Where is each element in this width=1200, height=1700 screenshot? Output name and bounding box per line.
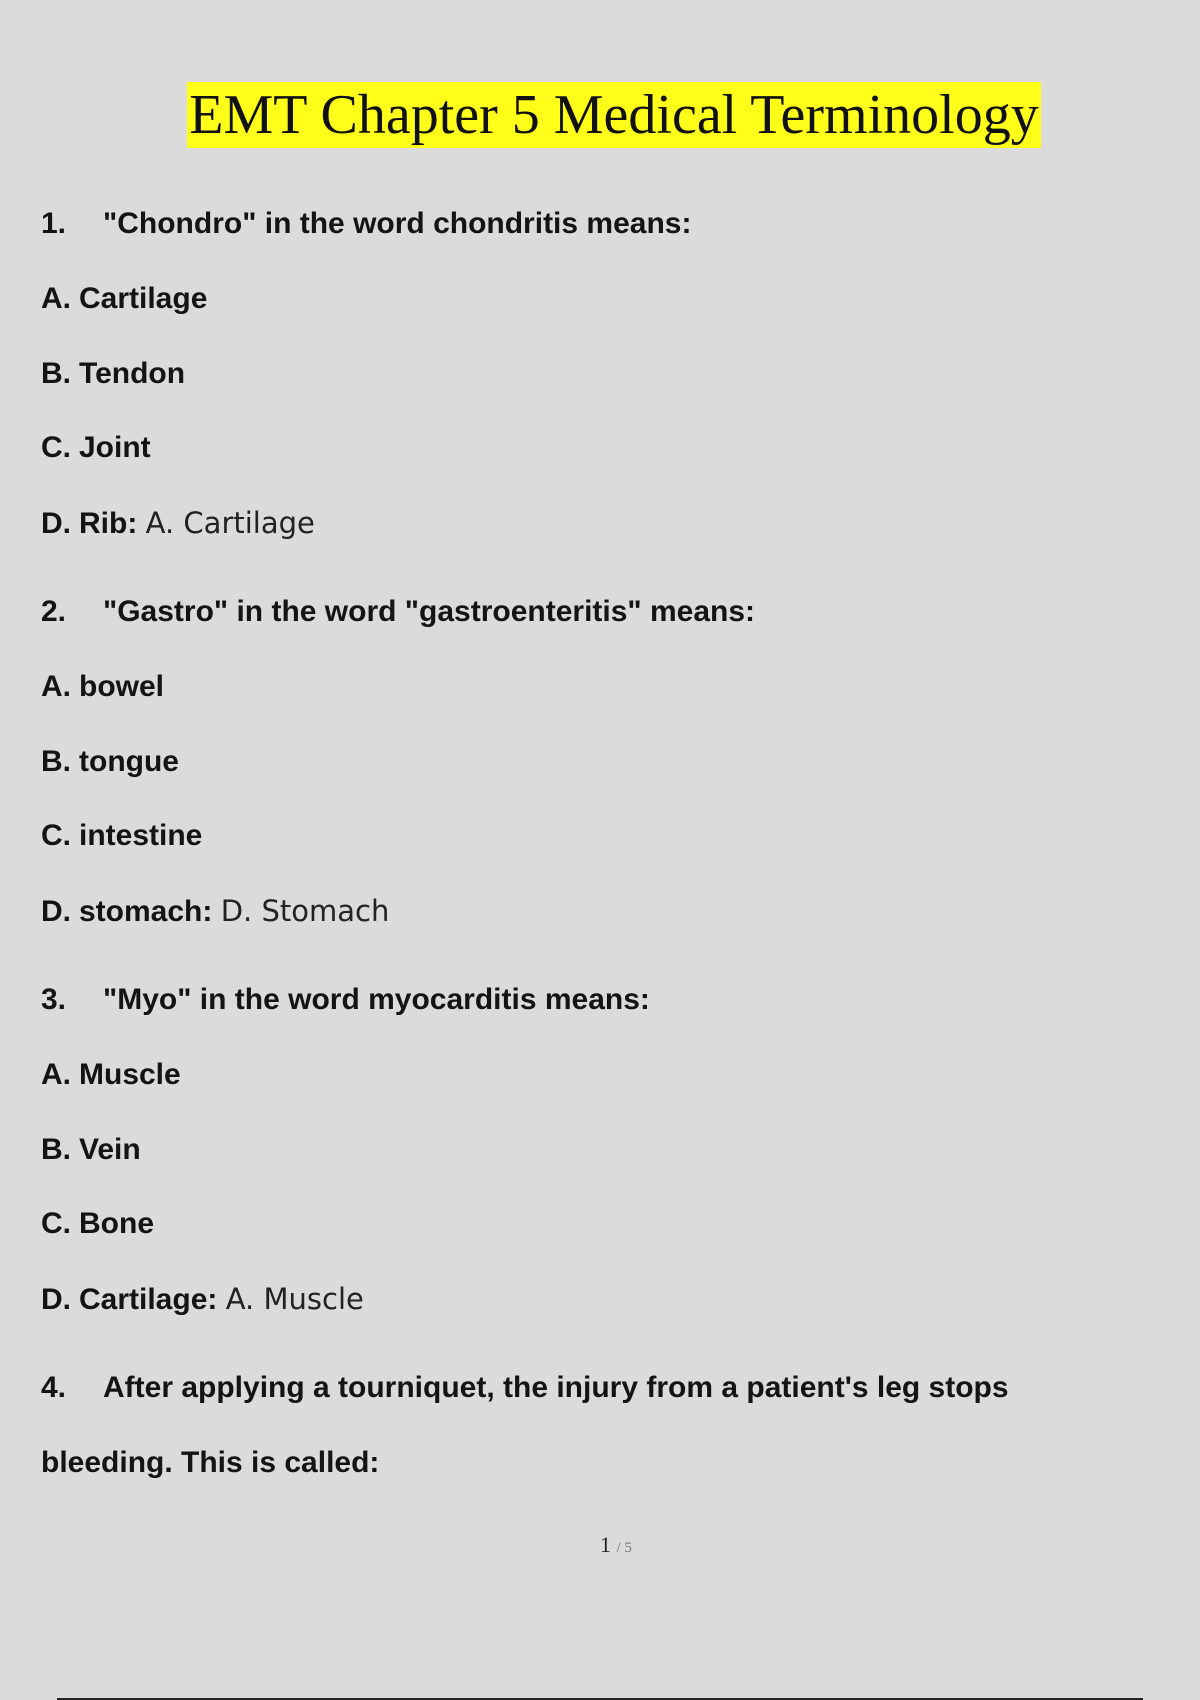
option-3a: [41, 1057, 181, 1093]
question-4-continued: [41, 1445, 379, 1481]
question-text: "Myo" in the word myocarditis means:: [103, 983, 650, 1016]
option-text: Rib:: [79, 507, 138, 540]
question-text: "Chondro" in the word chondritis means:: [103, 207, 692, 240]
question-number: 4.: [41, 1371, 67, 1404]
document-title: EMT Chapter 5 Medical Terminology: [189, 84, 1039, 146]
option-letter: D.: [41, 507, 71, 540]
option-letter: A.: [41, 670, 71, 703]
option-2d: [41, 893, 389, 930]
option-3d: [41, 1281, 364, 1318]
page-indicator: [600, 1532, 632, 1558]
question-2: [41, 594, 755, 630]
question-number: 2.: [41, 595, 67, 628]
option-letter: A.: [41, 282, 71, 315]
option-letter: B.: [41, 357, 71, 390]
option-letter: C.: [41, 819, 71, 852]
page-total: / 5: [616, 1540, 632, 1556]
question-number: 1.: [41, 207, 67, 240]
question-text: After applying a tourniquet, the injury from a patient's leg stops: [103, 1371, 1009, 1404]
option-1d: [41, 505, 315, 542]
answer-text: A. Cartilage: [145, 506, 315, 540]
option-3c: [41, 1206, 154, 1242]
question-text: bleeding. This is called:: [41, 1446, 380, 1479]
option-text: Cartilage:: [79, 1283, 218, 1316]
option-3b: [41, 1132, 141, 1168]
option-letter: C.: [41, 1207, 71, 1240]
option-letter: A.: [41, 1058, 71, 1091]
title-container: [0, 82, 1200, 148]
option-letter: D.: [41, 895, 71, 928]
option-text: Cartilage: [79, 282, 208, 315]
question-text: "Gastro" in the word "gastroenteritis" means:: [103, 595, 756, 628]
option-2a: [41, 669, 164, 705]
option-letter: B.: [41, 745, 71, 778]
question-4: [41, 1370, 1009, 1406]
option-text: Tendon: [79, 357, 186, 390]
option-text: Joint: [79, 431, 151, 464]
question-3: [41, 982, 650, 1018]
option-1c: [41, 430, 151, 466]
answer-text: A. Muscle: [225, 1282, 364, 1316]
option-letter: B.: [41, 1133, 71, 1166]
option-2b: [41, 744, 179, 780]
question-1: [41, 206, 691, 242]
option-text: stomach:: [79, 895, 213, 928]
option-letter: C.: [41, 431, 71, 464]
option-1b: [41, 356, 185, 392]
option-text: Muscle: [79, 1058, 181, 1091]
answer-text: D. Stomach: [220, 894, 390, 928]
option-2c: [41, 818, 202, 854]
option-letter: D.: [41, 1283, 71, 1316]
option-text: intestine: [79, 819, 203, 852]
option-text: tongue: [79, 745, 179, 778]
option-text: Vein: [79, 1133, 141, 1166]
page-current: 1: [600, 1532, 611, 1557]
option-text: bowel: [79, 670, 165, 703]
question-number: 3.: [41, 983, 67, 1016]
option-1a: [41, 281, 207, 317]
option-text: Bone: [79, 1207, 154, 1240]
